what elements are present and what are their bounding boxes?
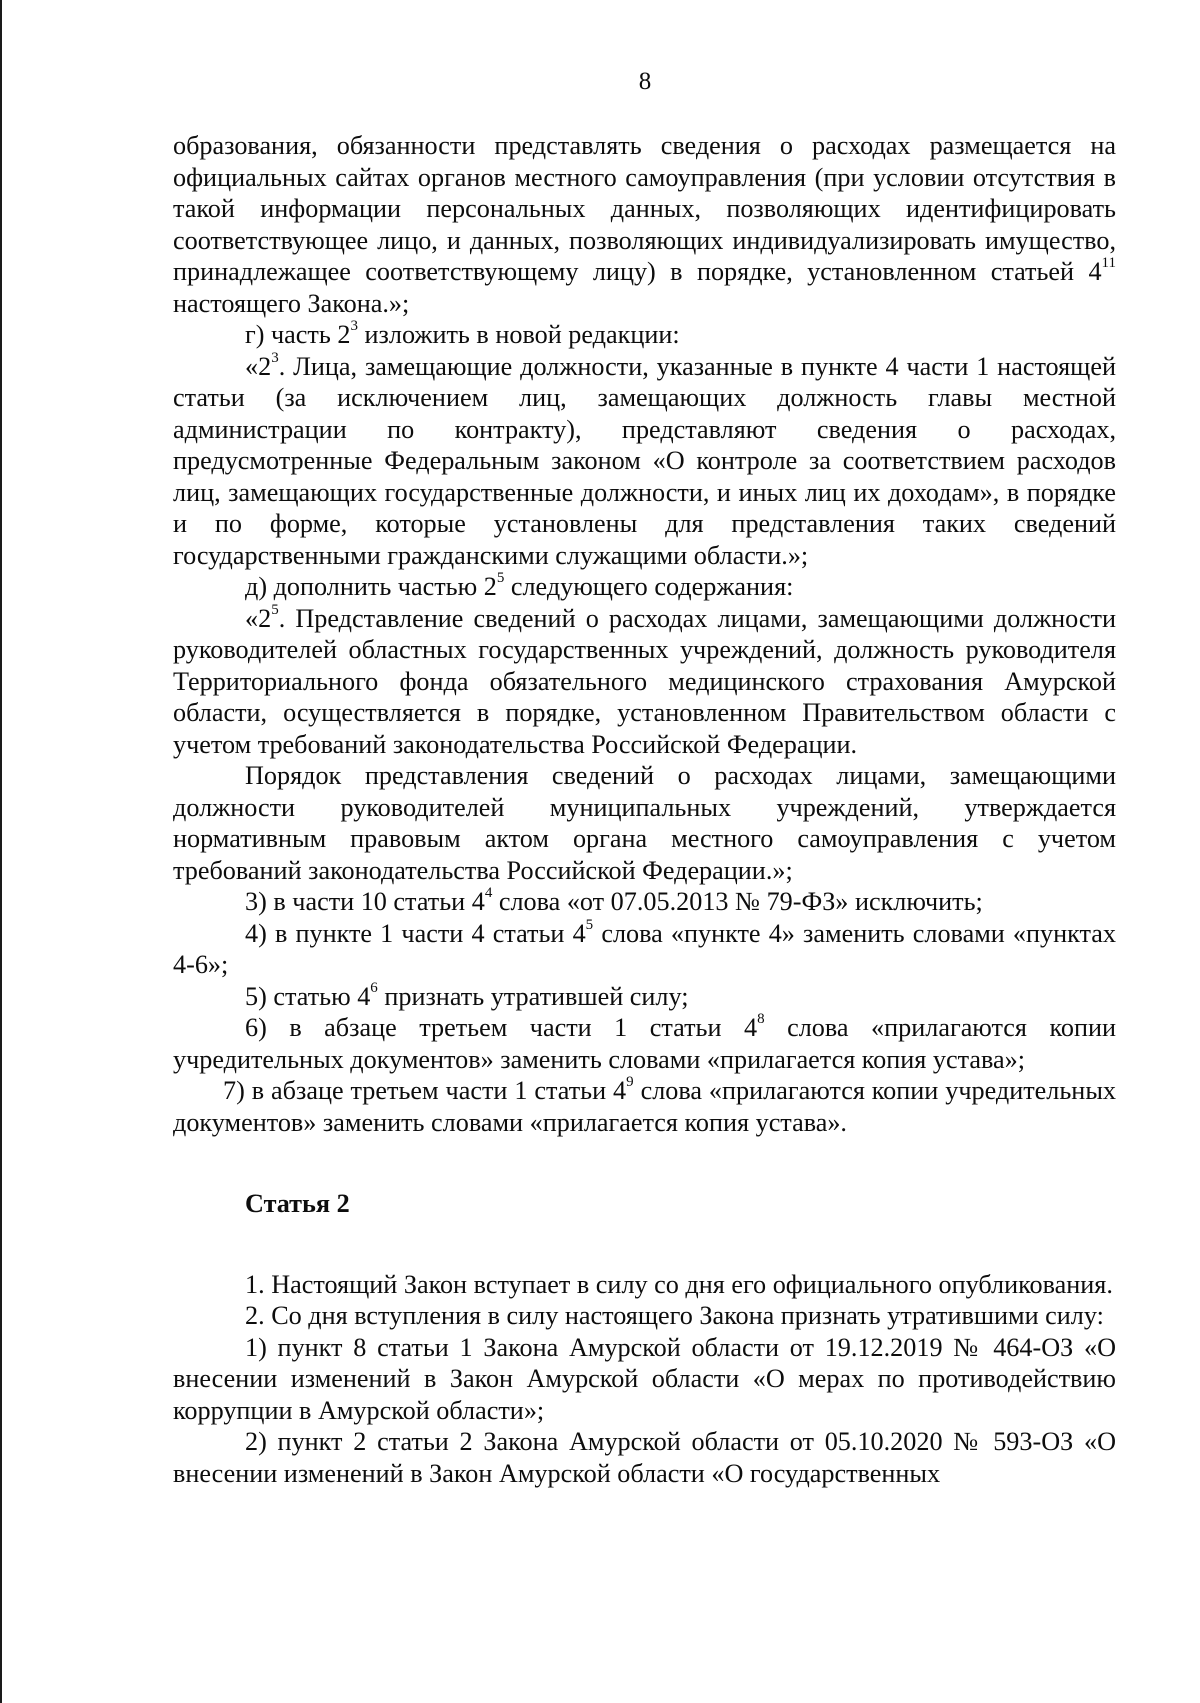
article-2-heading: Статья 2 xyxy=(245,1189,350,1218)
article-2-subpoint-1: 1) пункт 8 статьи 1 Закона Амурской области от 19.12.2019 № 464-ОЗ «О внесении изменений в Закон Амурской области «О мерах по противодействию коррупции в Амурской области»; xyxy=(173,1332,1116,1425)
item-g: г) часть $2^3$ изложить в новой редакции: xyxy=(245,318,680,349)
page-number: 8 xyxy=(638,68,652,95)
paragraph-disclosure-end: образования, обязанности представлять сведения о расходах размещается на официальных сайтах органов местного самоуправления (при условии отсутствия в такой информации персональных данных, позволяющих идентифицировать соответствующее лицо, и данных, позволяющих индивидуализировать имущество, принадлежащее соответствующему лицу) в порядке, установленном статьей $4^{11}$ настоящего Закона.»; xyxy=(173,131,1116,318)
item-3: 3) в части 10 статьи $4^4$ слова «от 07.05.2013 № 79-ФЗ» исключить; xyxy=(245,885,983,916)
paragraph-part-2-3: «$2^3$. Лица, замещающие должности, указанные в пункте 4 части 1 настоящей статьи (за исключением лиц, замещающих должность главы местной администрации по контракту), представляют сведения о расходах, предусмотренные Федеральным законом «О контроле за соответствием расходов лиц, замещающих государственные должности, и иных лиц их доходам», в порядке и по форме, которые установлены для представления таких сведений государственными гражданскими служащими области.»; xyxy=(173,349,1116,570)
document-body xyxy=(173,130,1116,1489)
item-5: 5) статью $4^6$ признать утратившей силу; xyxy=(245,979,689,1011)
article-2-point-1: 1. Настоящий Закон вступает в силу со дня его официального опубликования. xyxy=(245,1269,1113,1299)
scan-edge-line xyxy=(0,0,2,1703)
item-4: 4) в пункте 1 части 4 статьи $4^5$ слова «пункте 4» заменить словами «пунктах 4-6»; xyxy=(173,916,1116,979)
paragraph-municipal-procedure: Порядок представления сведений о расходах лицами, замещающими должности руководителей муниципальных учреждений, утверждается нормативным правовым актом органа местного самоуправления с учетом требований законодательства Российской Федерации.»; xyxy=(173,761,1116,885)
paragraph-part-2-5: «$2^5$. Представление сведений о расходах лицами, замещающими должности руководителей областных государственных учреждений, должность руководителя Территориального фонда обязательного медицинского страхования Амурской области, осуществляется в порядке, установленном Правительством области с учетом требований законодательства Российской Федерации. xyxy=(173,601,1116,759)
article-2-subpoint-2: 2) пункт 2 статьи 2 Закона Амурской области от 05.10.2020 № 593-ОЗ «О внесении изменений в Закон Амурской области «О государственных xyxy=(173,1427,1116,1488)
article-2-point-2: 2. Со дня вступления в силу настоящего Закона признать утратившими силу: xyxy=(245,1301,1104,1330)
item-7: 7) в абзаце третьем части 1 статьи $4^9$ слова «прилагаются копии учредительных документов» заменить словами «прилагается копия устава». xyxy=(173,1074,1117,1137)
item-d: д) дополнить частью $2^5$ следующего содержания: xyxy=(245,570,794,601)
item-6: 6) в абзаце третьем части 1 статьи $4^8$ слова «прилагаются копии учредительных документов» заменить словами «прилагается копия устава»; xyxy=(173,1011,1116,1074)
